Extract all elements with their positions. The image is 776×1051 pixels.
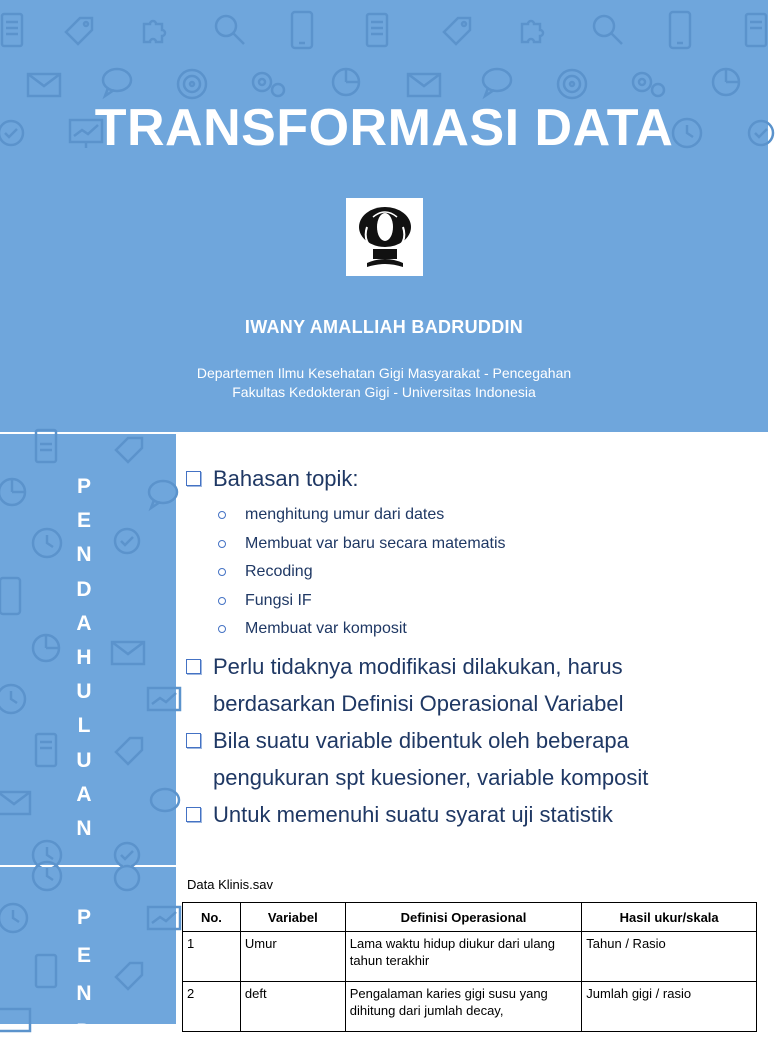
sub-bullet-item — [218, 615, 761, 644]
bullet-line: pengukuran spt kuesioner, variable komposit — [213, 764, 649, 790]
sub-bullet-text: Membuat var baru secara matematis — [245, 534, 506, 552]
table-cell: Pengalaman karies gigi susu yang dihitung dari jumlah decay, — [345, 982, 582, 1032]
circle-bullet-icon — [218, 511, 226, 519]
envelope-icon — [0, 1007, 32, 1033]
column-header: Definisi Operasional — [345, 903, 582, 932]
envelope-icon — [110, 640, 146, 666]
sub-bullet-text: menghitung umur dari dates — [245, 506, 445, 524]
envelope-icon — [406, 72, 442, 98]
clock-icon — [30, 859, 64, 893]
affiliation — [0, 364, 768, 402]
chart-icon — [146, 686, 182, 718]
heading-letter: U — [76, 748, 92, 772]
chat-icon — [480, 66, 514, 98]
heading-letter: D — [76, 1020, 92, 1043]
heading-letter: D — [76, 577, 92, 601]
heading-letter: H — [76, 646, 92, 670]
phone-icon — [668, 10, 692, 50]
bullet-line: Perlu tidaknya modifikasi dilakukan, harus — [213, 653, 623, 679]
heading-letter: P — [76, 475, 91, 498]
heading-letter: E — [76, 944, 91, 967]
target-icon — [554, 66, 590, 102]
chat-icon — [148, 786, 182, 818]
circle-bullet-icon — [218, 540, 226, 548]
checkbox-bullet-icon — [186, 807, 201, 822]
bullet-line: Bila suatu variable dibentuk oleh beberapa — [213, 727, 629, 753]
target-icon — [174, 66, 210, 102]
chart-icon — [146, 905, 182, 937]
chat-icon — [146, 478, 180, 510]
circle-bullet-icon — [218, 625, 226, 633]
table-cell: Umur — [240, 932, 345, 982]
tag-icon — [112, 436, 146, 466]
puzzle-icon — [138, 14, 172, 48]
emblem-icon — [355, 205, 415, 269]
checkmark-icon — [112, 526, 142, 556]
gears-icon — [628, 66, 668, 102]
vertical-heading — [60, 899, 108, 1051]
table-row — [183, 982, 757, 1032]
column-header: No. — [183, 903, 241, 932]
university-logo — [346, 198, 423, 276]
table-cell: deft — [240, 982, 345, 1032]
title-slide — [0, 0, 768, 432]
definition-table — [182, 902, 757, 1032]
heading-letter: N — [76, 543, 92, 567]
document-icon — [34, 732, 58, 768]
sub-bullet-item — [218, 587, 761, 616]
bullet-text: Bahasan topik: — [213, 466, 359, 491]
document-icon — [365, 12, 389, 48]
heading-letter: E — [76, 509, 91, 533]
side-panel — [0, 867, 176, 1043]
document-icon — [0, 12, 24, 48]
search-icon — [590, 12, 626, 48]
heading-letter: U — [76, 680, 92, 704]
heading-letter: L — [77, 714, 91, 738]
file-name: Data Klinis.sav — [187, 877, 273, 892]
sub-bullet-item — [218, 530, 761, 559]
sub-bullet-text: Fungsi IF — [245, 591, 312, 609]
column-header: Hasil ukur/skala — [582, 903, 757, 932]
bullet-text — [213, 722, 648, 796]
checkbox-bullet-icon — [186, 471, 201, 486]
sub-bullet-item — [218, 501, 761, 530]
author-name: IWANY AMALLIAH BADRUDDIN — [244, 317, 524, 337]
vertical-heading — [60, 470, 108, 846]
checkmark-icon — [112, 863, 142, 893]
chat-icon — [100, 66, 134, 98]
pie-chart-icon — [330, 66, 362, 98]
table-cell: 2 — [183, 982, 241, 1032]
bullet-item — [186, 648, 761, 722]
table-cell: Jumlah gigi / rasio — [582, 982, 757, 1032]
circle-bullet-icon — [218, 568, 226, 576]
search-icon — [212, 12, 248, 48]
heading-letter: N — [76, 982, 92, 1005]
affiliation-line-2: Fakultas Kedokteran Gigi - Universitas Indonesia — [232, 384, 536, 400]
heading-letter: N — [76, 817, 92, 841]
phone-icon — [290, 10, 314, 50]
affiliation-line-1: Departemen Ilmu Kesehatan Gigi Masyarakat - Pencegahan — [196, 365, 572, 381]
circle-bullet-icon — [218, 597, 226, 605]
document-icon — [744, 12, 768, 48]
tag-icon — [440, 14, 474, 48]
envelope-icon — [0, 790, 32, 816]
bullet-item — [186, 460, 761, 497]
definition-slide — [0, 867, 768, 1043]
phone-icon — [0, 576, 22, 616]
tag-icon — [62, 14, 96, 48]
clock-icon — [0, 901, 30, 935]
sub-bullet-text: Recoding — [245, 563, 313, 581]
pie-chart-icon — [30, 632, 62, 664]
heading-letter: A — [76, 611, 92, 635]
bullet-text — [213, 648, 623, 722]
table-cell: Lama waktu hidup diukur dari ulang tahun terakhir — [345, 932, 582, 982]
table-cell: 1 — [183, 932, 241, 982]
pie-chart-icon — [0, 476, 28, 508]
document-icon — [34, 953, 58, 989]
sub-bullet-list — [218, 501, 761, 644]
bullet-line: berdasarkan Definisi Operasional Variabel — [213, 690, 624, 716]
heading-letter: A — [76, 782, 92, 806]
column-header: Variabel — [240, 903, 345, 932]
clock-icon — [0, 682, 28, 716]
sub-bullet-item — [218, 558, 761, 587]
pie-chart-icon — [710, 66, 742, 98]
bullet-content — [186, 460, 761, 833]
bullet-item — [186, 796, 761, 833]
table-cell: Tahun / Rasio — [582, 932, 757, 982]
tag-icon — [112, 959, 146, 993]
tag-icon — [112, 734, 146, 768]
document-icon — [34, 434, 58, 464]
bullet-item — [186, 722, 761, 796]
gears-icon — [248, 66, 288, 102]
table-row — [183, 932, 757, 982]
side-panel — [0, 434, 176, 865]
presentation-title: TRANSFORMASI DATA — [94, 99, 674, 157]
checkbox-bullet-icon — [186, 659, 201, 674]
table-header-row — [183, 903, 757, 932]
heading-letter: P — [76, 906, 91, 929]
clock-icon — [30, 526, 64, 560]
introduction-slide — [0, 433, 768, 865]
puzzle-icon — [516, 14, 550, 48]
sub-bullet-text: Membuat var komposit — [245, 620, 407, 638]
checkbox-bullet-icon — [186, 733, 201, 748]
bullet-text: Untuk memenuhi suatu syarat uji statistik — [213, 801, 613, 827]
envelope-icon — [26, 72, 62, 98]
